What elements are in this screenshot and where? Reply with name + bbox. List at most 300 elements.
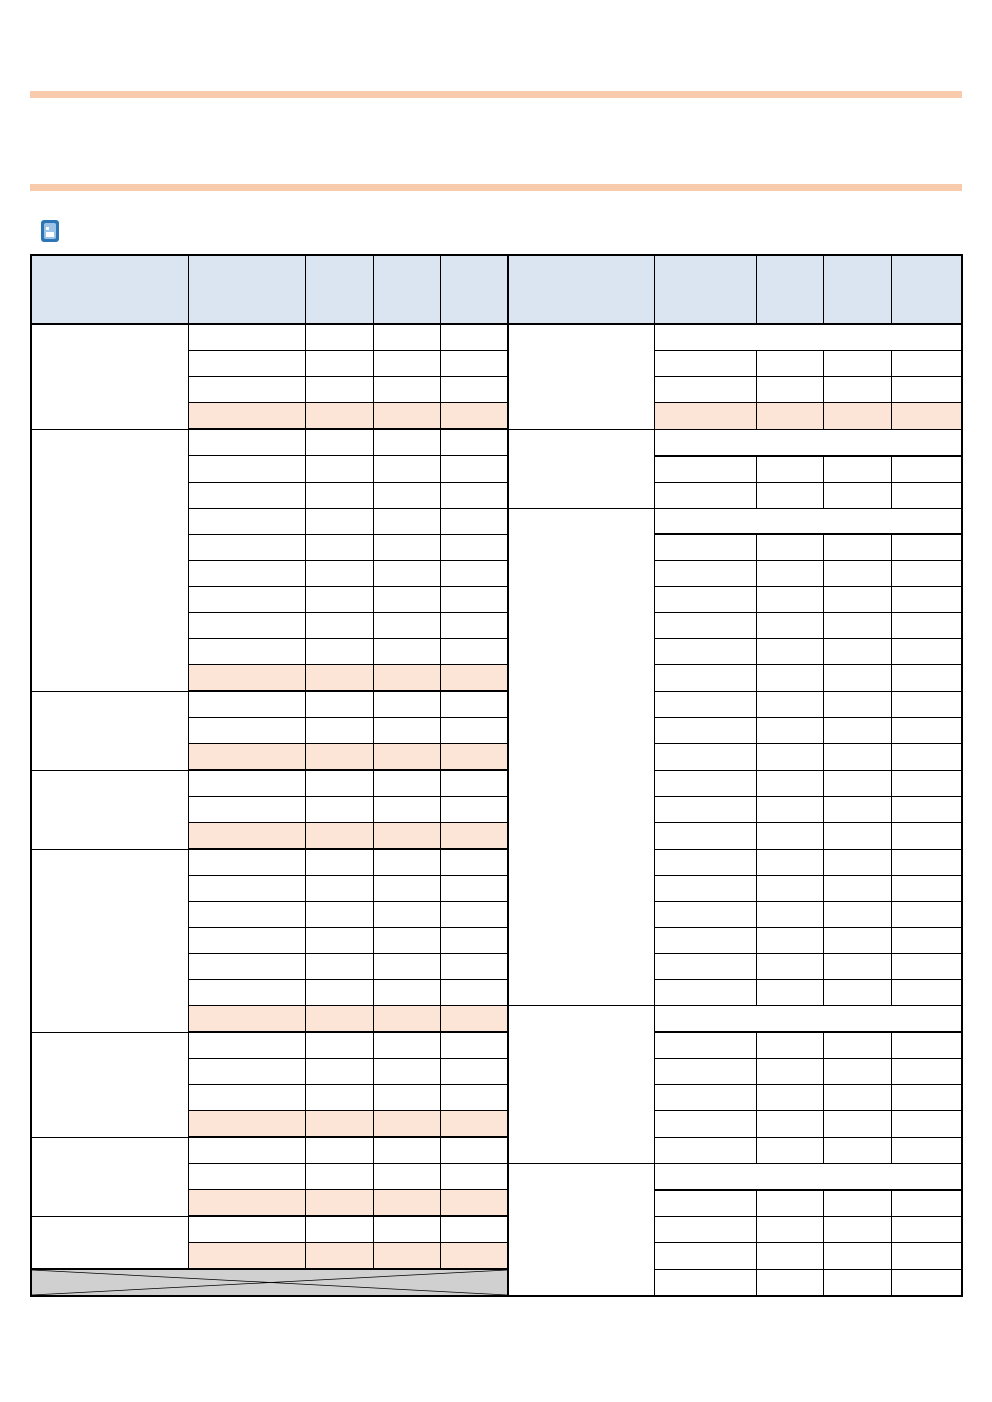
region-cell: [654, 797, 756, 823]
ratio-cell: [440, 691, 508, 718]
region-cell: [188, 561, 305, 587]
subtotal-ratio: [440, 823, 508, 850]
ratio-cell: [891, 691, 962, 718]
ratio-cell: [440, 456, 508, 483]
applicant-cell: [373, 1085, 440, 1111]
table-row: [31, 1137, 962, 1164]
quota-cell: [756, 561, 823, 587]
quota-cell: [305, 429, 373, 456]
applicant-cell: [373, 456, 440, 483]
quota-cell: [756, 823, 823, 850]
quota-cell: [305, 1032, 373, 1059]
quota-cell: [305, 770, 373, 797]
quota-cell: [305, 718, 373, 744]
ratio-cell: [440, 482, 508, 508]
ratio-cell: [891, 613, 962, 639]
quota-cell: [756, 1085, 823, 1111]
right-job-name: [508, 1164, 654, 1297]
applicant-cell: [823, 665, 891, 692]
region-cell: [654, 823, 756, 850]
region-cell: [654, 876, 756, 902]
applicant-cell: [823, 928, 891, 954]
quota-cell: [305, 1085, 373, 1111]
region-cell: [188, 1085, 305, 1111]
left-job-name: [31, 849, 188, 1032]
subtotal-label: [188, 1190, 305, 1217]
subtotal-applicants: [823, 482, 891, 508]
applicant-cell: [373, 954, 440, 980]
ratio-cell: [440, 561, 508, 587]
quota-cell: [305, 613, 373, 639]
subtotal-applicants: [373, 823, 440, 850]
left-job-name: [31, 770, 188, 849]
ratio-cell: [891, 823, 962, 850]
ratio-cell: [891, 351, 962, 377]
subtotal-label: [188, 1006, 305, 1033]
quota-cell: [756, 1216, 823, 1243]
region-cell: [188, 876, 305, 902]
quota-cell: [305, 1137, 373, 1164]
ratio-cell: [891, 534, 962, 561]
region-cell: [654, 377, 756, 403]
section-heading: [38, 219, 71, 243]
quota-cell: [305, 849, 373, 876]
ratio-cell: [440, 902, 508, 928]
quota-cell: [305, 1059, 373, 1085]
col-header: [823, 255, 891, 324]
ratio-cell: [440, 1164, 508, 1190]
ratio-cell: [440, 613, 508, 639]
applicant-cell: [823, 1216, 891, 1243]
applicant-cell: [373, 718, 440, 744]
left-job-name: [31, 324, 188, 429]
applicant-cell: [823, 1190, 891, 1217]
region-cell: [654, 351, 756, 377]
subtotal-ratio: [891, 482, 962, 508]
right-job-name: [508, 324, 654, 429]
applicant-cell: [823, 1059, 891, 1085]
applicant-cell: [373, 797, 440, 823]
ratio-cell: [891, 665, 962, 692]
ratio-cell: [891, 639, 962, 665]
quota-cell: [305, 482, 373, 508]
ratio-cell: [891, 849, 962, 876]
ratio-cell: [440, 1137, 508, 1164]
applicant-cell: [373, 849, 440, 876]
applicant-cell: [823, 351, 891, 377]
region-cell: [654, 1032, 756, 1059]
quota-cell: [756, 928, 823, 954]
subtotal-label: [188, 1243, 305, 1270]
region-cell: [188, 770, 305, 797]
ratio-cell: [891, 561, 962, 587]
subtotal-ratio: [440, 1243, 508, 1270]
applicant-cell: [373, 902, 440, 928]
applicant-cell: [373, 1032, 440, 1059]
region-cell: [654, 954, 756, 980]
ratio-cell: [440, 508, 508, 534]
quota-cell: [305, 351, 373, 377]
subtotal-ratio: [891, 1269, 962, 1296]
quota-cell: [305, 587, 373, 613]
subtotal-ratio: [440, 1190, 508, 1217]
subtotal-label: [654, 482, 756, 508]
quota-cell: [756, 744, 823, 771]
table-row: [31, 691, 962, 718]
table-header-row: [31, 255, 962, 324]
col-header: [891, 255, 962, 324]
region-cell: [188, 534, 305, 561]
region-cell: [188, 1164, 305, 1190]
quota-cell: [305, 324, 373, 351]
subtotal-label: [654, 1137, 756, 1164]
quota-cell: [305, 508, 373, 534]
ratio-cell: [891, 377, 962, 403]
subtotal-ratio: [440, 403, 508, 430]
ratio-cell: [440, 1059, 508, 1085]
region-cell: [654, 561, 756, 587]
region-cell: [654, 1059, 756, 1085]
subtotal-quota: [756, 1137, 823, 1164]
left-job-name: [31, 1137, 188, 1216]
subtotal-applicants: [373, 403, 440, 430]
ratio-cell: [440, 1085, 508, 1111]
quota-cell: [305, 456, 373, 483]
table-row: [31, 429, 962, 456]
subtotal-label: [188, 744, 305, 771]
subtotal-label: [654, 1269, 756, 1296]
col-header: [31, 255, 188, 324]
ratio-cell: [440, 770, 508, 797]
quota-cell: [756, 1111, 823, 1138]
applicant-cell: [823, 456, 891, 483]
quota-cell: [756, 1243, 823, 1270]
ratio-cell: [440, 1032, 508, 1059]
quota-cell: [305, 561, 373, 587]
region-cell: [188, 1137, 305, 1164]
quota-cell: [305, 902, 373, 928]
ratio-cell: [440, 429, 508, 456]
applicant-cell: [823, 561, 891, 587]
region-cell: [654, 665, 756, 692]
left-job-name: [31, 1032, 188, 1137]
region-cell: [654, 902, 756, 928]
region-cell: [188, 377, 305, 403]
applicant-cell: [823, 876, 891, 902]
applicant-cell: [373, 1216, 440, 1243]
applicant-cell: [823, 849, 891, 876]
ratio-cell: [891, 797, 962, 823]
quota-cell: [756, 902, 823, 928]
ratio-cell: [891, 928, 962, 954]
region-cell: [654, 1243, 756, 1270]
table-row: [31, 770, 962, 797]
applicant-cell: [823, 954, 891, 980]
col-header: [756, 255, 823, 324]
applicant-cell: [823, 691, 891, 718]
quota-cell: [756, 351, 823, 377]
right-job-name: [508, 508, 654, 1006]
applicant-cell: [373, 377, 440, 403]
subtotal-applicants: [823, 1269, 891, 1296]
quota-cell: [305, 1216, 373, 1243]
applicant-cell: [823, 797, 891, 823]
col-header: [305, 255, 373, 324]
ratio-cell: [891, 1111, 962, 1138]
subtotal-ratio: [891, 1137, 962, 1164]
region-cell: [188, 980, 305, 1006]
region-cell: [188, 482, 305, 508]
ratio-cell: [891, 1059, 962, 1085]
applicant-cell: [823, 770, 891, 797]
right-job-name: [508, 429, 654, 508]
subtotal-ratio: [440, 665, 508, 692]
subtotal-quota: [305, 1243, 373, 1270]
region-cell: [654, 744, 756, 771]
region-cell: [188, 928, 305, 954]
subtotal-quota: [756, 403, 823, 430]
subtotal-label: [188, 665, 305, 692]
subtotal-ratio: [440, 744, 508, 771]
region-cell: [654, 691, 756, 718]
ratio-cell: [891, 902, 962, 928]
applicant-cell: [373, 876, 440, 902]
applicant-cell: [373, 508, 440, 534]
ratio-cell: [440, 587, 508, 613]
region-cell: [654, 1190, 756, 1217]
table-row: [31, 1032, 962, 1059]
quota-cell: [305, 954, 373, 980]
subtotal-quota: [305, 1006, 373, 1033]
table-row: [31, 1216, 962, 1243]
applicant-cell: [823, 744, 891, 771]
quota-cell: [756, 1032, 823, 1059]
subtotal-quota: [305, 665, 373, 692]
subtotal-label: [188, 1111, 305, 1138]
subtotal-applicants: [373, 1243, 440, 1270]
col-header: [440, 255, 508, 324]
ratio-cell: [891, 456, 962, 483]
applicant-cell: [823, 823, 891, 850]
quota-cell: [305, 797, 373, 823]
applicant-cell: [373, 429, 440, 456]
region-cell: [188, 351, 305, 377]
subtotal-quota: [305, 823, 373, 850]
region-cell: [654, 718, 756, 744]
region-cell: [188, 587, 305, 613]
ratio-cell: [440, 797, 508, 823]
bottom-accent-bar: [30, 184, 962, 191]
region-cell: [188, 954, 305, 980]
subtotal-quota: [756, 482, 823, 508]
region-cell: [188, 1032, 305, 1059]
table-row: [31, 324, 962, 351]
region-cell: [188, 797, 305, 823]
quota-cell: [756, 665, 823, 692]
region-cell: [188, 1059, 305, 1085]
subtotal-label: [654, 980, 756, 1006]
quota-cell: [305, 876, 373, 902]
region-cell: [654, 1111, 756, 1138]
region-cell: [188, 691, 305, 718]
applicant-cell: [373, 324, 440, 351]
ratio-cell: [440, 534, 508, 561]
quota-cell: [756, 456, 823, 483]
region-cell: [654, 928, 756, 954]
subtotal-applicants: [373, 1006, 440, 1033]
region-cell: [188, 1216, 305, 1243]
col-header: [188, 255, 305, 324]
region-cell: [188, 902, 305, 928]
quota-cell: [756, 691, 823, 718]
quota-cell: [305, 1164, 373, 1190]
applicant-cell: [823, 587, 891, 613]
ratio-cell: [891, 1190, 962, 1217]
applicant-cell: [373, 1137, 440, 1164]
applicant-cell: [823, 1032, 891, 1059]
ratio-cell: [891, 954, 962, 980]
applicant-cell: [373, 1164, 440, 1190]
ratio-cell: [440, 351, 508, 377]
subtotal-ratio: [440, 1111, 508, 1138]
applicant-cell: [373, 980, 440, 1006]
region-cell: [188, 718, 305, 744]
applicant-cell: [373, 691, 440, 718]
ratio-cell: [891, 1216, 962, 1243]
subtotal-label: [188, 823, 305, 850]
ratio-cell: [440, 954, 508, 980]
region-cell: [188, 456, 305, 483]
applicant-cell: [823, 1111, 891, 1138]
ratio-cell: [891, 1085, 962, 1111]
right-job-name: [508, 1006, 654, 1164]
applicant-cell: [373, 534, 440, 561]
quota-cell: [756, 534, 823, 561]
applicant-cell: [823, 534, 891, 561]
quota-cell: [756, 876, 823, 902]
quota-cell: [305, 980, 373, 1006]
ratio-cell: [440, 377, 508, 403]
applicant-cell: [373, 482, 440, 508]
region-cell: [654, 770, 756, 797]
subtotal-applicants: [823, 980, 891, 1006]
ratio-cell: [440, 980, 508, 1006]
col-header: [373, 255, 440, 324]
applicant-cell: [373, 613, 440, 639]
applicant-cell: [823, 639, 891, 665]
left-job-name: [31, 1216, 188, 1269]
region-cell: [654, 534, 756, 561]
region-cell: [188, 639, 305, 665]
applicant-cell: [823, 1085, 891, 1111]
subtotal-quota: [756, 980, 823, 1006]
empty-cross-cell: [31, 1269, 508, 1296]
ratio-cell: [891, 744, 962, 771]
applicant-cell: [373, 587, 440, 613]
applicant-cell: [823, 718, 891, 744]
region-cell: [654, 456, 756, 483]
region-cell: [654, 1216, 756, 1243]
subtotal-applicants: [823, 1137, 891, 1164]
ratio-cell: [440, 928, 508, 954]
quota-cell: [756, 718, 823, 744]
subtotal-applicants: [373, 1190, 440, 1217]
subtotal-applicants: [373, 744, 440, 771]
region-cell: [654, 639, 756, 665]
ratio-cell: [440, 1216, 508, 1243]
applicant-cell: [373, 561, 440, 587]
quota-cell: [305, 639, 373, 665]
applicant-cell: [823, 377, 891, 403]
region-cell: [654, 613, 756, 639]
col-header: [508, 255, 654, 324]
subtotal-quota: [756, 1269, 823, 1296]
applicant-cell: [823, 1243, 891, 1270]
subtotal-applicants: [373, 1111, 440, 1138]
recruitment-table: [30, 254, 963, 1297]
region-cell: [654, 587, 756, 613]
quota-cell: [756, 1190, 823, 1217]
region-cell: [188, 613, 305, 639]
quota-cell: [756, 954, 823, 980]
quota-cell: [756, 587, 823, 613]
applicant-cell: [373, 639, 440, 665]
quota-cell: [305, 928, 373, 954]
ratio-cell: [891, 876, 962, 902]
quota-cell: [756, 797, 823, 823]
quota-cell: [305, 534, 373, 561]
applicant-cell: [373, 351, 440, 377]
subtotal-label: [654, 403, 756, 430]
quota-cell: [756, 1059, 823, 1085]
quota-cell: [756, 639, 823, 665]
applicant-cell: [823, 613, 891, 639]
table-row: [31, 1269, 962, 1296]
region-cell: [188, 324, 305, 351]
left-job-name: [31, 429, 188, 691]
subtotal-label: [188, 403, 305, 430]
ratio-cell: [440, 876, 508, 902]
col-header: [654, 255, 756, 324]
quota-cell: [305, 377, 373, 403]
applicant-cell: [373, 1059, 440, 1085]
table-row: [31, 849, 962, 876]
cross-lines: [32, 1270, 507, 1295]
ratio-cell: [440, 718, 508, 744]
ratio-cell: [891, 587, 962, 613]
quota-cell: [305, 691, 373, 718]
region-cell: [654, 1085, 756, 1111]
region-cell: [188, 849, 305, 876]
quota-cell: [756, 377, 823, 403]
quota-cell: [756, 849, 823, 876]
subtotal-applicants: [823, 403, 891, 430]
subtotal-quota: [305, 403, 373, 430]
left-job-name: [31, 691, 188, 770]
subtotal-applicants: [373, 665, 440, 692]
quota-cell: [756, 613, 823, 639]
ratio-cell: [440, 849, 508, 876]
subtotal-ratio: [440, 1006, 508, 1033]
ratio-cell: [440, 324, 508, 351]
document-icon: [38, 219, 62, 243]
applicant-cell: [373, 928, 440, 954]
subtotal-quota: [305, 1190, 373, 1217]
top-accent-bar: [30, 91, 962, 98]
region-cell: [188, 508, 305, 534]
region-cell: [188, 429, 305, 456]
subtotal-ratio: [891, 403, 962, 430]
